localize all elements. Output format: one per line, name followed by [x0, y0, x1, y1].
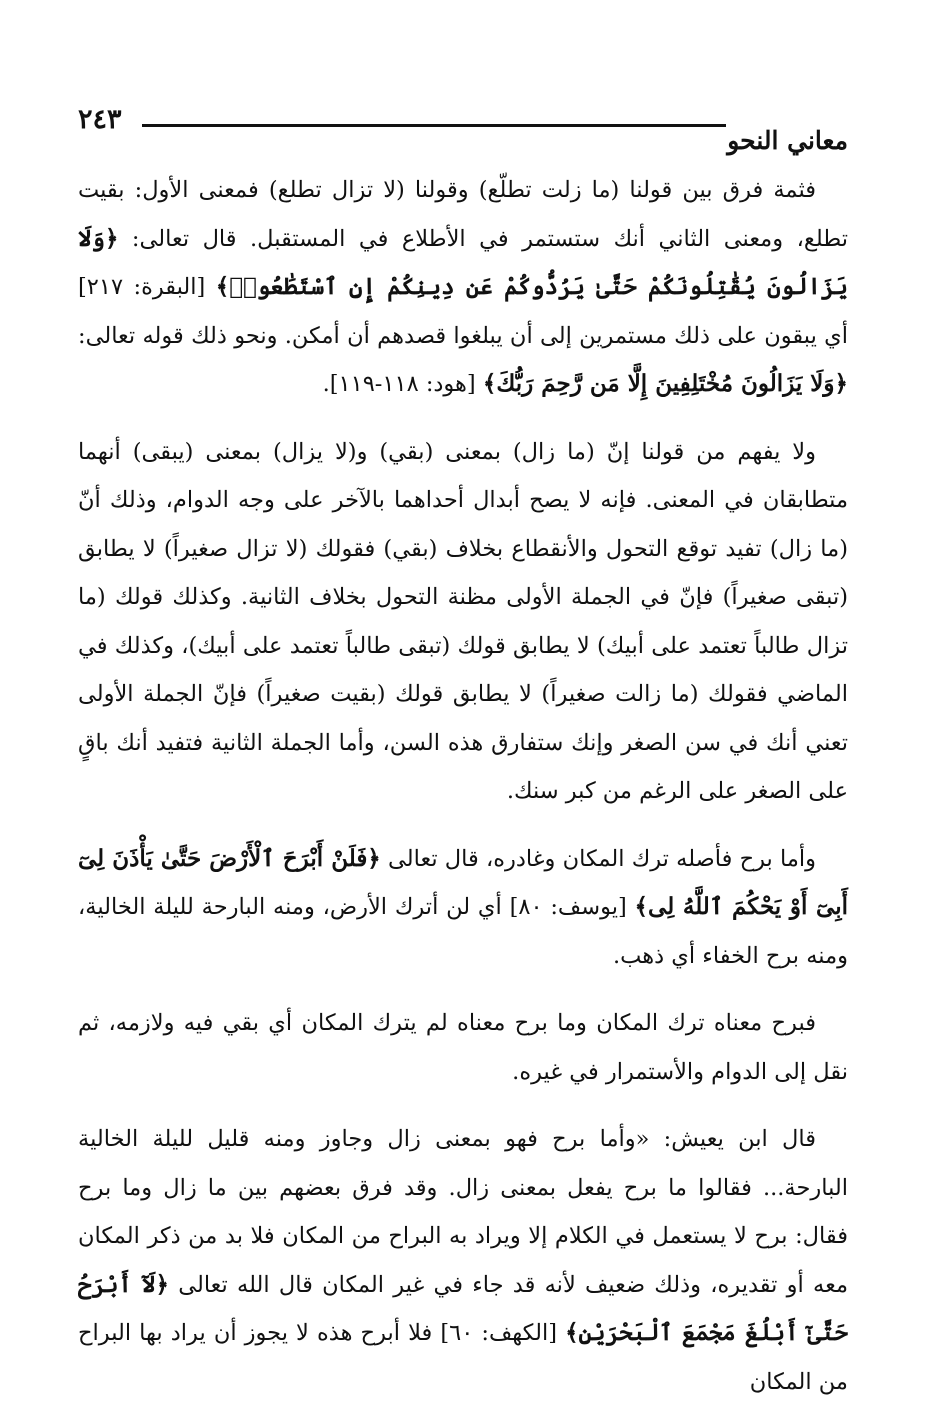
paragraph-text: ولا يفهم من قولنا إنّ (ما زال) بمعنى (بقي) و(لا يزال) بمعنى (يبقى) أنهما متطابقان في المعنى. فإنه لا يصح أبدال أحداهما بالآخر على وجه الدوام، وذلك أنّ (ما زال) تفيد توقع التحول والأنقطاع بخلاف (بقي) فقولك (لا تزال صغيراً) لا يطابق (تبقى صغيراً) فإنّ في الجملة الأولى مظنة التحول بخلاف الثانية. وكذلك قولك (ما تزال طالباً تعتمد على أبيك) لا يطابق قولك (تبقى طالباً تعتمد على أبيك)، وكذلك في الماضي فقولك (ما زالت صغيراً) لا يطابق قولك (بقيت صغيراً) فإنّ الجملة الأولى تعني أنك في سن الصغر وإنك ستفارق هذه السن، وأما الجملة الثانية فتفيد أنك باقٍ على الصغر على الرغم من كبر سنك.	[78, 438, 848, 804]
page-number: ٢٤٣	[78, 104, 122, 135]
quran-verse: ﴿لَآ أَبْرَحُ حَتَّىٰٓ أَبْلُغَ مَجْمَعَ ٱلْبَحْرَيْنِ﴾	[78, 1270, 848, 1346]
paragraph-text: فثمة فرق بين قولنا (ما زلت تطلّع) وقولنا (لا تزال تطلع) فمعنى الأول: بقيت تطلع، ومعنى الثاني أنك ستستمر في الأطلاع في المستقبل. قال تعالى:	[78, 177, 848, 252]
paragraph	[78, 428, 848, 816]
paragraph	[78, 166, 848, 409]
quran-verse: ﴿وَلَا يَزَالُونَ مُخْتَلِفِينَ إِلَّا مَن رَّحِمَ رَبُّكَ﴾	[482, 370, 848, 397]
paragraph	[78, 999, 848, 1096]
paragraph-text: [البقرة: ٢١٧] أي يبقون على ذلك مستمرين إلى أن يبلغوا قصدهم أن أمكن. ونحو ذلك قوله تعالى:	[78, 274, 848, 349]
quran-verse: ﴿فَلَنْ أَبْرَحَ ٱلْأَرْضَ حَتَّىٰ يَأْذَنَ لِىٓ أَبِىٓ أَوْ يَحْكُمَ ٱللَّهُ لِى﴾	[78, 844, 848, 920]
paragraph-text: [هود: ١١٨-١١٩].	[322, 371, 483, 397]
body-text	[78, 166, 848, 1406]
paragraph	[78, 835, 848, 981]
quran-verse: ﴿وَلَا يَزَالُونَ يُقَٰتِلُونَكُمْ حَتَّىٰ يَرُدُّوكُمْ عَن دِينِكُمْ إِنِ ٱسْتَطَٰعُوا۟﴾	[78, 224, 848, 300]
page-header	[78, 98, 848, 158]
running-title: معاني النحو	[727, 126, 848, 155]
paragraph-text: [يوسف: ٨٠] أي لن أترك الأرض، ومنه البارحة لليلة الخالية، ومنه برح الخفاء أي ذهب.	[78, 894, 848, 969]
paragraph-text: قال ابن يعيش: «وأما برح فهو بمعنى زال وجاوز ومنه قليل لليلة الخالية البارحة... فقالوا ما برح يفعل بمعنى زال. وقد فرق بعضهم بين ما زال وما برح فقال: برح لا يستعمل في الكلام إلا ويراد به البراح من المكان فلا بد من ذكر المكان معه أو تقديره، وذلك ضعيف لأنه قد جاء في غير المكان قال الله تعالى	[78, 1126, 849, 1298]
paragraph-text: وأما برح فأصله ترك المكان وغادره، قال تعالى	[380, 845, 817, 872]
paragraph-text: فبرح معناه ترك المكان وما برح معناه لم يترك المكان أي بقي فيه ولازمه، ثم نقل إلى الدوام والأستمرار في غيره.	[78, 1010, 848, 1085]
paragraph-text: [الكهف: ٦٠] فلا أبرح هذه لا يجوز أن يراد بها البراح من المكان	[78, 1320, 848, 1395]
paragraph	[78, 1115, 848, 1406]
header-rule	[142, 124, 726, 127]
